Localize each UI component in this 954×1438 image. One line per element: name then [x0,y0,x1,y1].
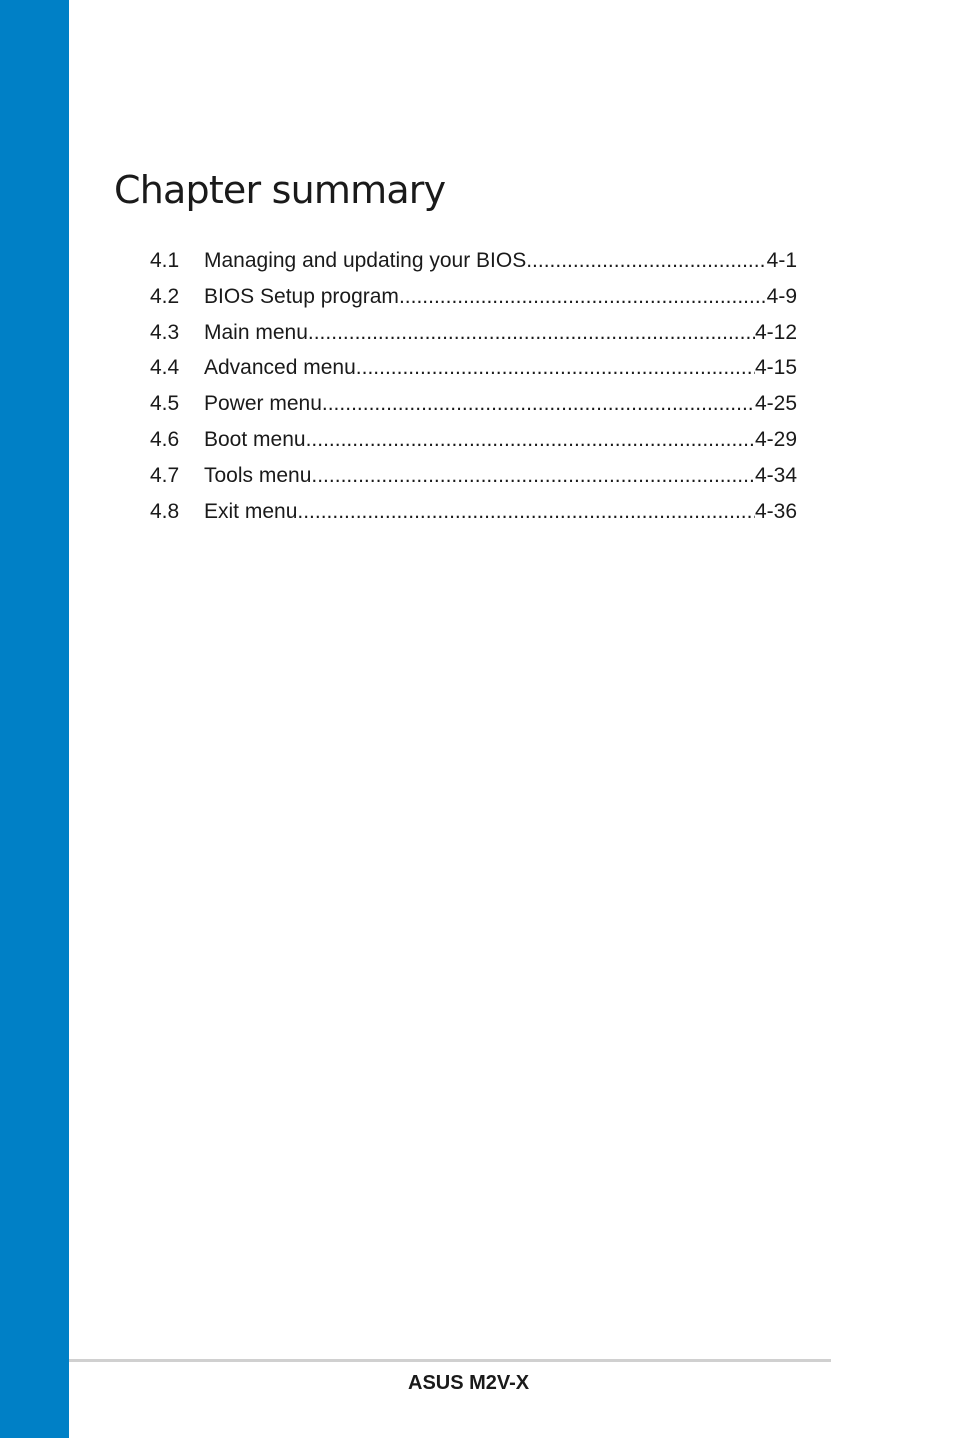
toc-section-title: Managing and updating your BIOS [204,249,527,272]
toc-section-number: 4.2 [150,284,180,308]
toc-section-number: 4.1 [150,249,180,272]
toc-dot-leader [306,422,755,458]
toc-page-number: 4-34 [754,463,797,487]
toc-section-title: BIOS Setup program [204,284,399,308]
toc-section-title: Main menu [204,320,308,344]
chapter-title: Chapter summary [114,168,446,212]
toc-page-number: 4-15 [754,356,797,380]
toc-page-number: 4-25 [754,392,797,416]
toc-section-title: Power menu [204,392,322,416]
toc-page-number: 4-36 [754,499,797,523]
toc-dot-leader [297,494,755,530]
toc-page-number: 4-29 [754,427,797,451]
toc-page-number: 4-9 [766,284,797,308]
toc-section-number: 4.4 [150,356,180,380]
toc-section-number: 4.3 [150,320,180,344]
toc-section-number: 4.8 [150,499,180,523]
toc-entry-4-8[interactable] [150,494,797,530]
toc-entry-4-1[interactable] [150,243,797,279]
chapter-side-bar [0,0,69,1438]
toc-dot-leader [399,279,767,315]
toc-entry-4-2[interactable] [150,279,797,315]
toc-entry-4-4[interactable] [150,350,797,386]
toc-section-number: 4.6 [150,427,180,451]
toc-dot-leader [311,458,755,494]
toc-dot-leader [356,350,755,386]
toc-section-number: 4.7 [150,463,180,487]
toc-page-number: 4-1 [766,249,797,272]
toc-dot-leader [322,386,755,422]
toc-dot-leader [308,315,755,351]
toc-entry-4-3[interactable] [150,315,797,351]
toc-section-title: Boot menu [204,427,306,451]
toc-entry-4-6[interactable] [150,422,797,458]
table-of-contents [150,243,797,529]
toc-page-number: 4-12 [754,320,797,344]
footer-product-name: ASUS M2V-X [408,1372,530,1394]
footer-rule [69,1359,831,1362]
toc-entry-4-7[interactable] [150,458,797,494]
toc-entry-4-5[interactable] [150,386,797,422]
toc-section-title: Advanced menu [204,356,356,380]
toc-section-title: Exit menu [204,499,298,523]
toc-dot-leader [526,243,766,279]
toc-section-number: 4.5 [150,392,180,416]
toc-section-title: Tools menu [204,463,312,487]
